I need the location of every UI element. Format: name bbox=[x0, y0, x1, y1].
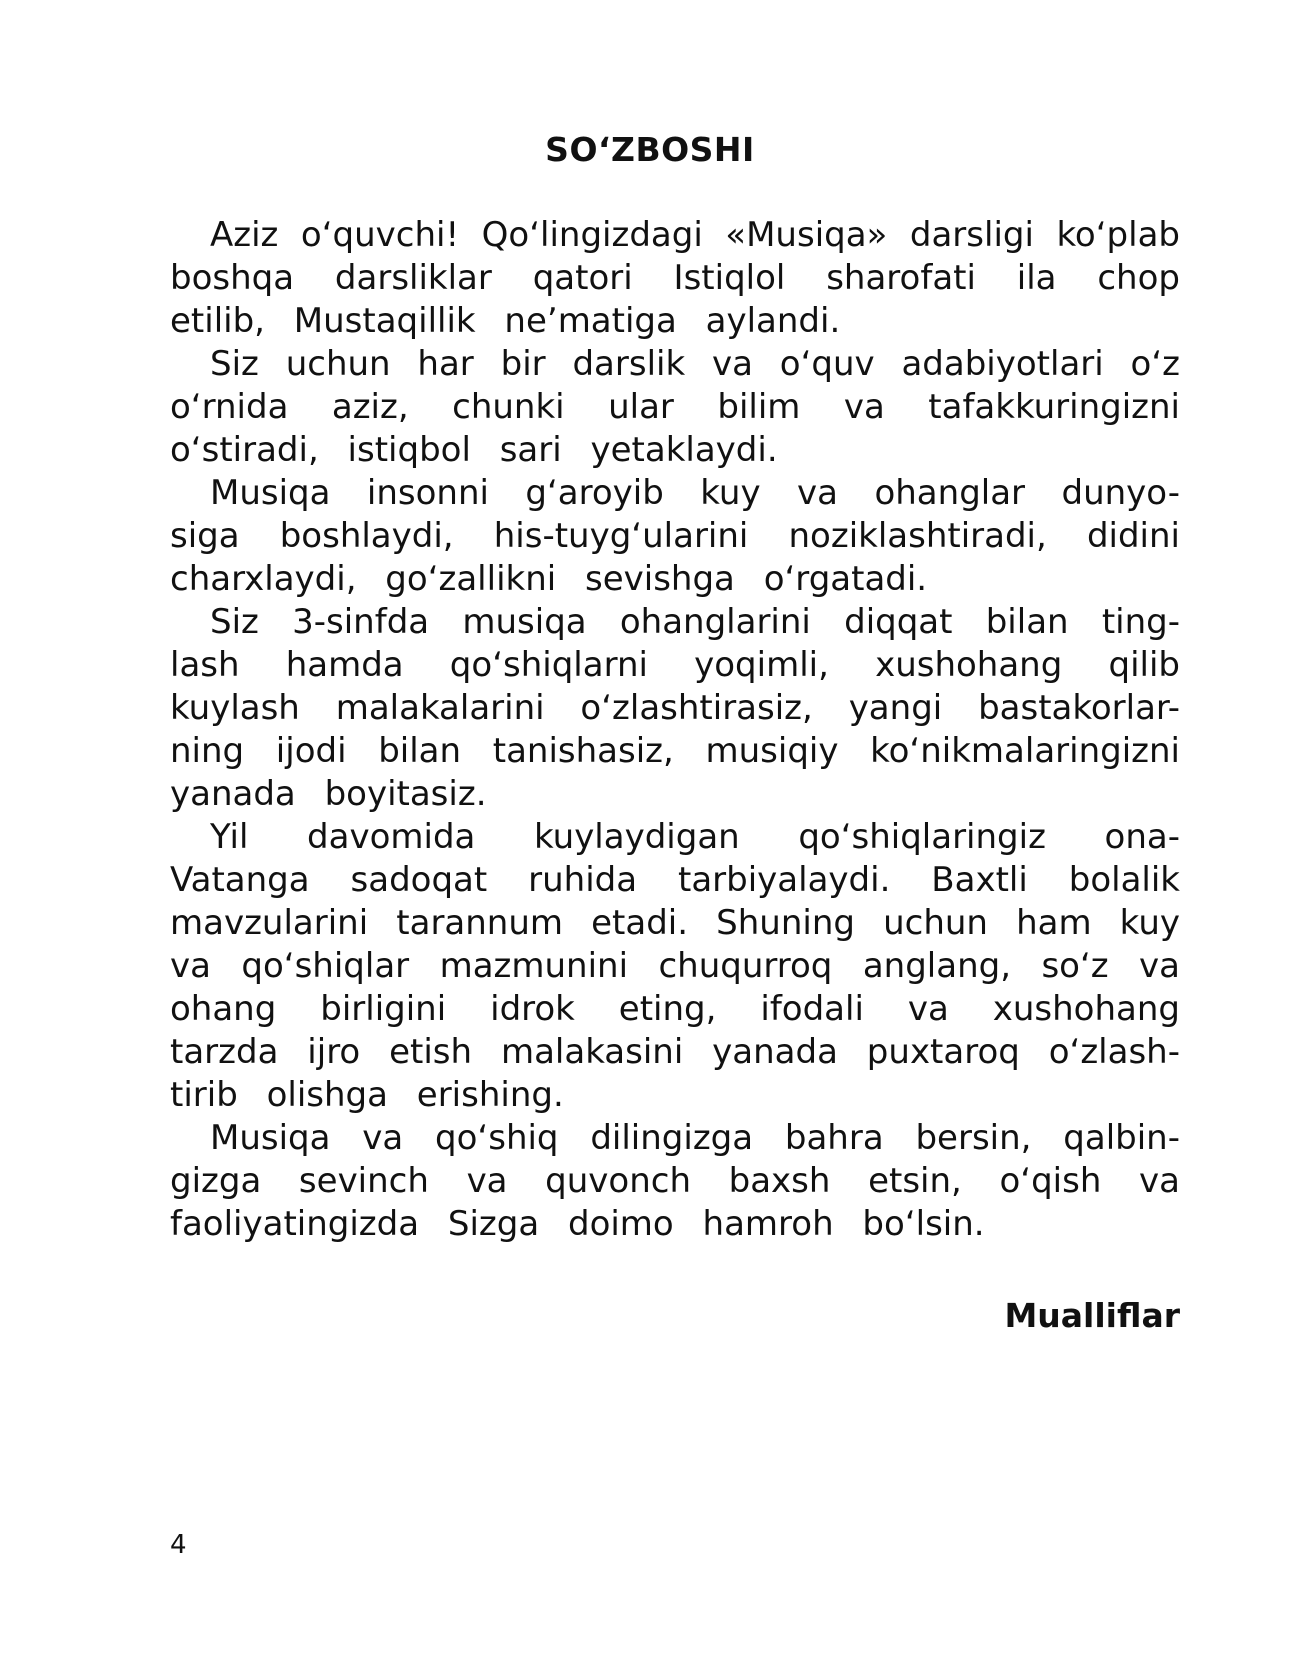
text-line: Yil davomida kuylaydigan qo‘shiqlaringiz ona- bbox=[210, 817, 1180, 857]
text-line: etilib, Mustaqillik ne’matiga aylandi. bbox=[170, 301, 841, 341]
text-line: boshqa darsliklar qatori Istiqlol sharofati ila chop bbox=[170, 258, 1180, 298]
text-line: Musiqa va qo‘shiq dilingizga bahra bersin, qalbin- bbox=[210, 1118, 1180, 1158]
text-line: gizga sevinch va quvonch baxsh etsin, o‘qish va bbox=[170, 1161, 1180, 1201]
paragraph-3 bbox=[170, 472, 1180, 601]
paragraph-6 bbox=[170, 1117, 1180, 1246]
paragraph-4 bbox=[170, 601, 1180, 816]
text-line: tarzda ijro etish malakasini yanada puxtaroq o‘zlash- bbox=[170, 1032, 1180, 1072]
text-line: Siz 3-sinfda musiqa ohanglarini diqqat bilan ting- bbox=[210, 602, 1180, 642]
page-title: SO‘ZBOSHI bbox=[545, 130, 755, 169]
text-line: Vatanga sadoqat ruhida tarbiyalaydi. Baxtli bolalik bbox=[170, 860, 1180, 900]
preface-text bbox=[170, 214, 1180, 1246]
author-signature: Mualliflar bbox=[1004, 1296, 1180, 1335]
text-line: Aziz o‘quvchi! Qo‘lingizdagi «Musiqa» darsligi ko‘plab bbox=[210, 215, 1180, 255]
text-line: va qo‘shiqlar mazmunini chuqurroq anglang, so‘z va bbox=[170, 946, 1180, 986]
page-number: 4 bbox=[170, 1530, 187, 1560]
paragraph-5 bbox=[170, 816, 1180, 1117]
text-line: lash hamda qo‘shiqlarni yoqimli, xushohang qilib bbox=[170, 645, 1180, 685]
text-line: o‘stiradi, istiqbol sari yetaklaydi. bbox=[170, 430, 778, 470]
text-line: tirib olishga erishing. bbox=[170, 1075, 564, 1115]
text-line: kuylash malakalarini o‘zlashtirasiz, yangi bastakorlar- bbox=[170, 688, 1180, 728]
text-line: faoliyatingizda Sizga doimo hamroh bo‘lsin. bbox=[170, 1204, 985, 1244]
text-line: yanada boyitasiz. bbox=[170, 774, 487, 814]
text-line: o‘rnida aziz, chunki ular bilim va tafakkuringizni bbox=[170, 387, 1180, 427]
text-line: charxlaydi, go‘zallikni sevishga o‘rgatadi. bbox=[170, 559, 928, 599]
paragraph-1 bbox=[170, 214, 1180, 343]
text-line: Musiqa insonni g‘aroyib kuy va ohanglar dunyo- bbox=[210, 473, 1180, 513]
text-line: siga boshlaydi, his-tuyg‘ularini noziklashtiradi, didini bbox=[170, 516, 1180, 556]
text-line: mavzularini tarannum etadi. Shuning uchun ham kuy bbox=[170, 903, 1180, 943]
text-line: Siz uchun har bir darslik va o‘quv adabiyotlari o‘z bbox=[210, 344, 1180, 384]
paragraph-2 bbox=[170, 343, 1180, 472]
text-line: ohang birligini idrok eting, ifodali va xushohang bbox=[170, 989, 1180, 1029]
text-line: ning ijodi bilan tanishasiz, musiqiy ko‘nikmalaringizni bbox=[170, 731, 1180, 771]
